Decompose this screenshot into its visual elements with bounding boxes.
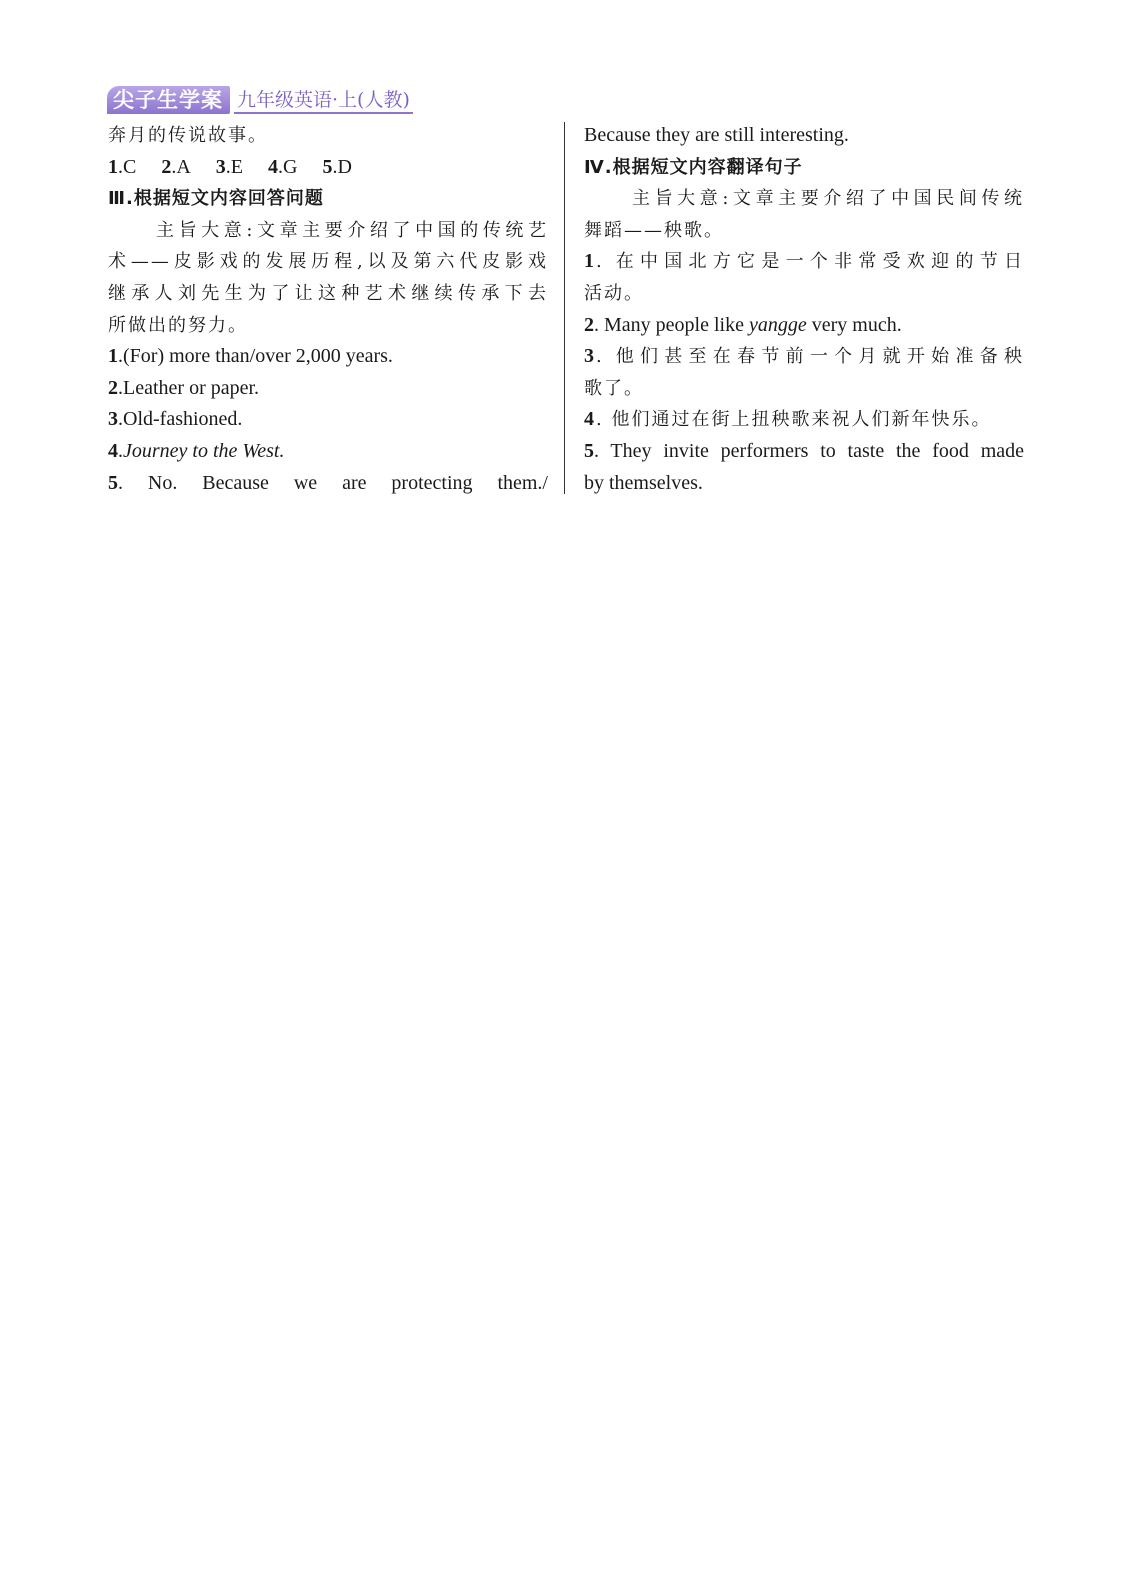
summary-line: 所做出的努力。 <box>108 314 248 336</box>
answer-item: 1.(For) more than/over 2,000 years. <box>108 345 393 368</box>
summary-line: 主旨大意:文章主要介绍了中国民间传统 <box>632 188 1024 210</box>
brand-logo: 尖子生学案 <box>107 86 230 114</box>
left-column <box>108 120 548 499</box>
answer-item: 2.Leather or paper. <box>108 376 260 399</box>
continued-text: 奔月的传说故事。 <box>108 125 268 146</box>
answer-continuation: 活动。 <box>584 282 644 304</box>
answer-continuation: 歌了。 <box>584 377 644 399</box>
summary-line: 舞蹈——秧歌。 <box>584 219 724 241</box>
answer-item: 5. No. Because we are protecting them./ <box>108 471 548 494</box>
column-divider <box>564 122 565 494</box>
answer-item: 4.Journey to the West. <box>108 439 285 462</box>
section-heading: Ⅳ.根据短文内容翻译句子 <box>584 156 803 178</box>
answer-item: 5. They invite performers to taste the food made <box>584 439 1024 462</box>
answer-item: 2. Many people like yangge very much. <box>584 313 902 336</box>
summary-line: 主旨大意:文章主要介绍了中国的传统艺 <box>156 219 548 241</box>
section-heading: Ⅲ.根据短文内容回答问题 <box>108 188 324 210</box>
continued-answer: Because they are still interesting. <box>584 124 849 146</box>
book-title: 九年级英语·上(人教) <box>234 89 413 114</box>
page-header <box>107 84 413 114</box>
answer-item: 1. 在中国北方它是一个非常受欢迎的节日 <box>584 250 1024 273</box>
summary-line: 术——皮影戏的发展历程,以及第六代皮影戏 <box>108 251 548 273</box>
answer-item: 3. 他们甚至在春节前一个月就开始准备秧 <box>584 345 1024 368</box>
right-column <box>584 120 1024 499</box>
matching-answers: 1.C 2.A 3.E 4.G 5.D <box>108 155 352 178</box>
summary-line: 继承人刘先生为了让这种艺术继续传承下去 <box>108 282 548 304</box>
answer-item: 3.Old-fashioned. <box>108 408 243 431</box>
answer-continuation: by themselves. <box>584 471 703 494</box>
answer-item: 4. 他们通过在街上扭秧歌来祝人们新年快乐。 <box>584 408 992 431</box>
